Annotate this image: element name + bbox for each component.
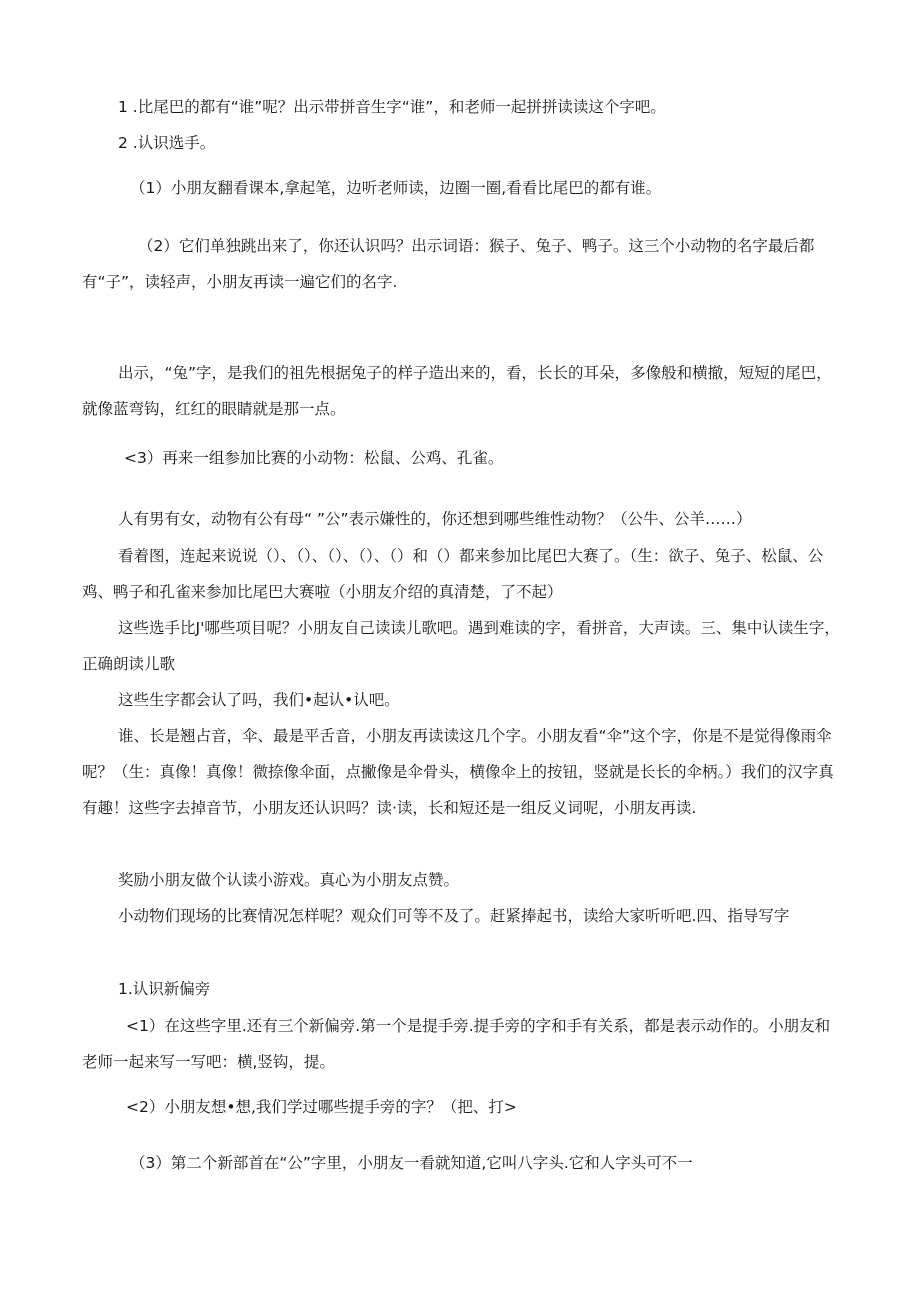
paragraph-16: <2）小朋友想•想,我们学过哪些提手旁的字？（把、打> bbox=[126, 1098, 517, 1116]
paragraph-8: 看着图，连起来说说（）、（）、（）、（）、（）和（）都来参加比尾巴大赛了。（生：欲子、兔子、松鼠、公鸡、鸭子和孔雀来参加比尾巴大赛啦（小朋友介绍的真清楚，了不起） bbox=[82, 547, 824, 601]
paragraph-2: 2 .认识选手。 bbox=[118, 134, 216, 152]
paragraph-3: （1）小朋友翻看课本,拿起笔，边听老师读，边圈一圈,看看比尾巴的都有谁。 bbox=[130, 179, 662, 197]
paragraph-14: 1.认识新偏旁 bbox=[118, 980, 211, 998]
paragraph-12: 奖励小朋友做个认读小游戏。真心为小朋友点赞。 bbox=[118, 871, 460, 889]
paragraph-1: 1 .比尾巴的都有“谁”呢？出示带拼音生字“谁”，和老师一起拼拼读读这个字吧。 bbox=[118, 98, 666, 116]
paragraph-10: 这些生字都会认了吗，我们•起认•认吧。 bbox=[118, 691, 400, 709]
paragraph-6: <3）再来一组参加比赛的小动物：松鼠、公鸡、孔雀。 bbox=[124, 449, 504, 467]
paragraph-4: （2）它们单独跳出来了，你还认识吗？出示词语：猴子、兔子、鸭子。这三个小动物的名字最后都有“子”，读轻声，小朋友再读一遍它们的名字. bbox=[82, 237, 815, 291]
paragraph-17: （3）第二个新部首在“公”字里，小朋友一看就知道,它叫八字头.它和人字头可不一 bbox=[130, 1154, 693, 1172]
paragraph-13: 小动物们现场的比赛情况怎样呢？观众们可等不及了。赶紧捧起书，读给大家听听吧.四、指导写字 bbox=[118, 907, 790, 925]
paragraph-15: <1）在这些字里.还有三个新偏旁.第一个是提手旁.提手旁的字和手有关系，都是表示动作的。小朋友和老师一起来写一写吧：横,竖钩，提。 bbox=[82, 1017, 831, 1071]
paragraph-11: 谁、长是翘占音，伞、最是平舌音，小朋友再读读这几个字。小朋友看“伞”这个字，你是不是觉得像雨伞呢？（生：真像！真像！微捺像伞面，点撇像是伞骨头，横像伞上的按钮，竖就是长长的伞柄。）我们的汉字真有趣！这些字去掉音节，小朋友还认识吗？读·读，长和短还是一组反义词呢，小朋友再读. bbox=[82, 727, 834, 817]
paragraph-9: 这些选手比J'哪些项目呢？小朋友自己读读儿歌吧。遇到难读的字，看拼音，大声读。三、集中认读生字，正确朗读儿歌 bbox=[82, 619, 840, 673]
paragraph-5: 出示，“兔”字，是我们的祖先根据兔子的样子造出来的，看，长长的耳朵，多像般和横撤，短短的尾巴，就像蓝弯钩，红红的眼睛就是那一点。 bbox=[82, 364, 832, 418]
paragraph-7: 人有男有女，动物有公有母“ ”公”表示嫌性的，你还想到哪些维性动物？（公牛、公羊……） bbox=[118, 510, 752, 528]
